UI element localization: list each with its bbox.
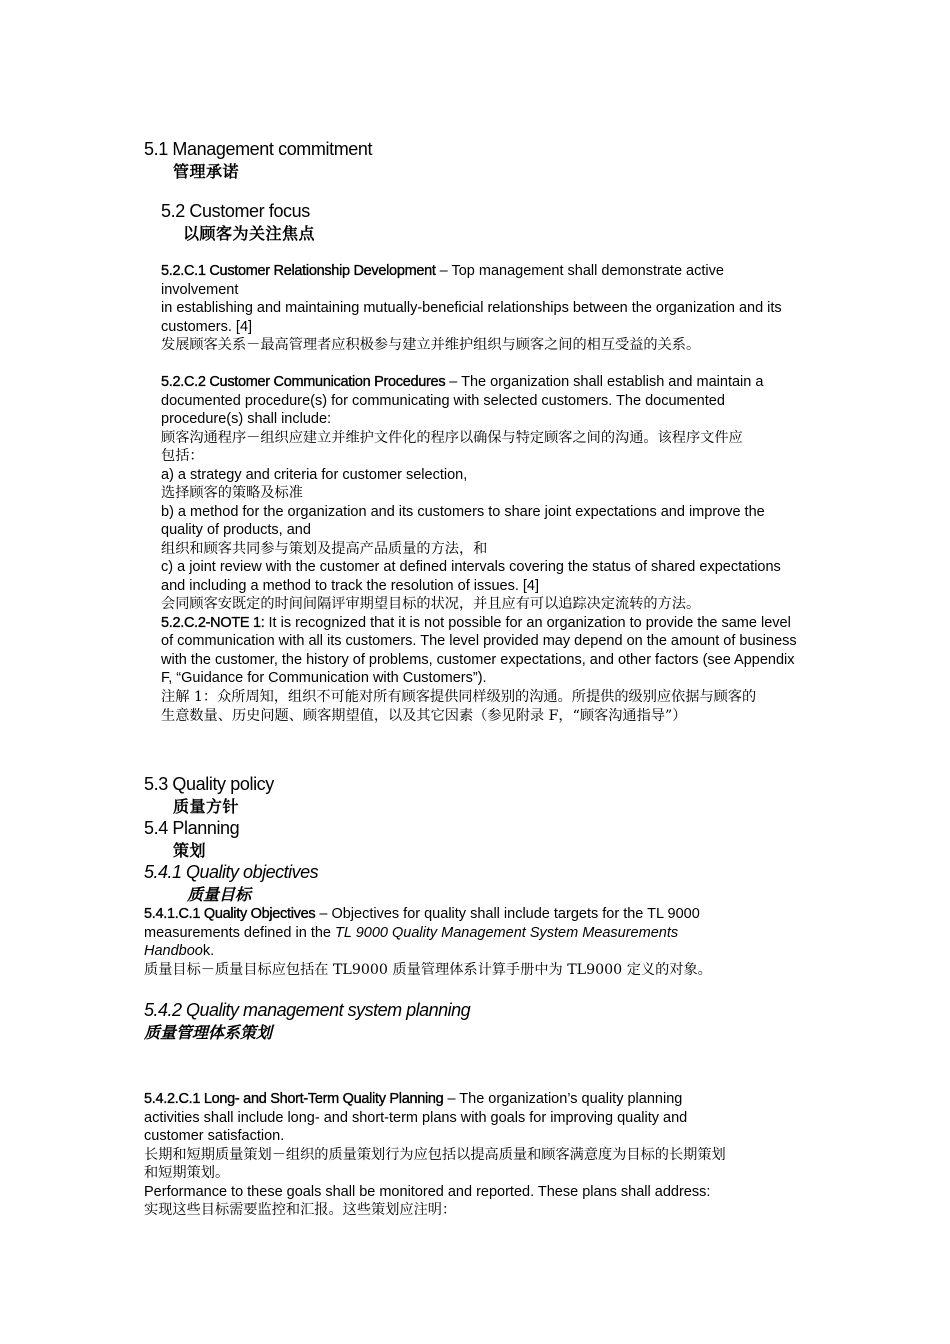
clause-5-4-1-c-1-label: 5.4.1.C.1 Quality Objectives [144,906,316,922]
heading-5-4-2-zh: 质量管理体系策划 [144,1023,273,1042]
clause-5-2-c-2-label: 5.2.C.2 Customer Communication Procedures [161,374,446,390]
clause-5-2-c-1-line-2: involvement [161,281,239,298]
heading-5-3: 5.3 Quality policy [144,774,274,794]
list-item-b-zh: 组织和顾客共同参与策划及提高产品质量的方法，和 [161,540,488,557]
clause-5-2-c-2 [161,373,797,727]
note-line-4: F, “Guidance for Communication with Customers”). [161,670,487,686]
clause-5-2-c-1-zh: 发展顾客关系－最高管理者应积极参与建立并维护组织与顾客之间的相互受益的关系。 [161,337,701,353]
heading-5-4-1-zh: 质量目标 [187,885,252,904]
heading-5-4-zh: 策划 [173,841,207,860]
clause-5-4-2-c-1-line-3: customer satisfaction. [144,1128,285,1144]
clause-5-2-c-1-label: 5.2.C.1 Customer Relationship Development [161,263,436,279]
clause-5-4-2-c-1-zh-2: 和短期策划。 [144,1165,230,1181]
clause-5-4-1-c-1 [144,905,712,979]
note-line-1: 5.2.C.2-NOTE 1: It is recognized that it is not possible for an organization to provide the same level [161,614,791,631]
clause-5-2-c-1-line-4: customers. [4] [161,318,253,335]
heading-5-4: 5.4 Planning [144,818,240,838]
clause-5-2-c-1-line-3: in establishing and maintaining mutually-beneficial relationships between the organization and its [161,300,782,316]
clause-5-4-1-c-1-line-3: Handbook. [144,943,215,959]
clause-5-4-1-c-1-line-1: 5.4.1.C.1 Quality Objectives – Objectives for quality shall include targets for the TL 9000 [144,906,700,922]
list-item-c-line-1: c) a joint review with the customer at defined intervals covering the status of shared expectations [161,559,781,575]
clause-5-4-1-c-1-line-2: measurements defined in the TL 9000 Quality Management System Measurements [144,924,679,941]
list-item-a: a) a strategy and criteria for customer selection, [161,466,468,483]
clause-5-4-2-c-1-line-1: 5.4.2.C.1 Long- and Short-Term Quality Planning – The organization’s quality planning [144,1091,683,1107]
clause-5-4-2-c-1-zh-1: 长期和短期质量策划－组织的质量策划行为应包括以提高质量和顾客满意度为目标的长期策划 [144,1146,726,1163]
clause-5-4-2-c-1-label: 5.4.2.C.1 Long- and Short-Term Quality Planning [144,1091,444,1107]
performance-line-zh: 实现这些目标需要监控和汇报。这些策划应注明： [144,1202,457,1218]
heading-5-4-2: 5.4.2 Quality management system planning [144,1000,471,1020]
handbook-title: TL 9000 Quality Management System Measurements [335,924,679,941]
clause-5-2-c-2-line-1: 5.2.C.2 Customer Communication Procedures – The organization shall establish and maintain a [161,374,764,390]
clause-5-4-1-c-1-zh: 质量目标－质量目标应包括在 TL9000 质量管理体系计算手册中为 TL9000 定义的对象。 [144,961,712,978]
clause-5-2-c-1-line-1: 5.2.C.1 Customer Relationship Development – Top management shall demonstrate active [161,263,724,279]
heading-5-3-zh: 质量方针 [173,797,240,816]
performance-line: Performance to these goals shall be monitored and reported. These plans shall address: [144,1183,711,1200]
heading-5-1: 5.1 Management commitment [144,139,373,159]
clause-5-4-2-c-1-line-2: activities shall include long- and short-term plans with goals for improving quality and [144,1109,688,1126]
clause-5-2-c-2-zh-2: 包括： [161,448,204,464]
heading-5-1-zh: 管理承诺 [173,162,240,181]
list-item-a-zh: 选择顾客的策略及标准 [161,485,303,501]
heading-5-2-zh: 以顾客为关注焦点 [183,224,316,243]
clause-5-2-c-2-line-2: documented procedure(s) for communicating with selected customers. The documented [161,392,725,409]
note-zh-2: 生意数量、历史问题、顾客期望值，以及其它因素（参见附录 F，“顾客沟通指导”） [161,708,687,724]
clause-5-4-2-c-1 [144,1090,726,1220]
heading-5-2: 5.2 Customer focus [161,201,310,221]
clause-5-2-c-2-zh-1: 顾客沟通程序－组织应建立并维护文件化的程序以确保与特定顾客之间的沟通。该程序文件应 [161,429,743,446]
note-line-2: of communication with all its customers. The level provided may depend on the amount of business [161,633,797,649]
list-item-c-zh: 会同顾客安既定的时间间隔评审期望目标的状况，并且应有可以追踪决定流转的方法。 [161,596,701,612]
list-item-b-line-1: b) a method for the organization and its customers to share joint expectations and improve the [161,503,765,520]
clause-5-2-c-1 [161,262,782,355]
clause-5-2-c-2-line-3: procedure(s) shall include: [161,411,332,427]
note-label: 5.2.C.2-NOTE 1: [161,614,265,631]
note-zh-1: 注解 1：众所周知，组织不可能对所有顾客提供同样级别的沟通。所提供的级别应依据与顾客的 [161,688,757,705]
list-item-b-line-2: quality of products, and [161,522,311,538]
list-item-c-line-2: and including a method to track the resolution of issues. [4] [161,577,540,594]
note-line-3: with the customer, the history of problems, customer expectations, and other factors (see Appendix [161,651,795,668]
heading-5-4-1: 5.4.1 Quality objectives [144,862,319,882]
